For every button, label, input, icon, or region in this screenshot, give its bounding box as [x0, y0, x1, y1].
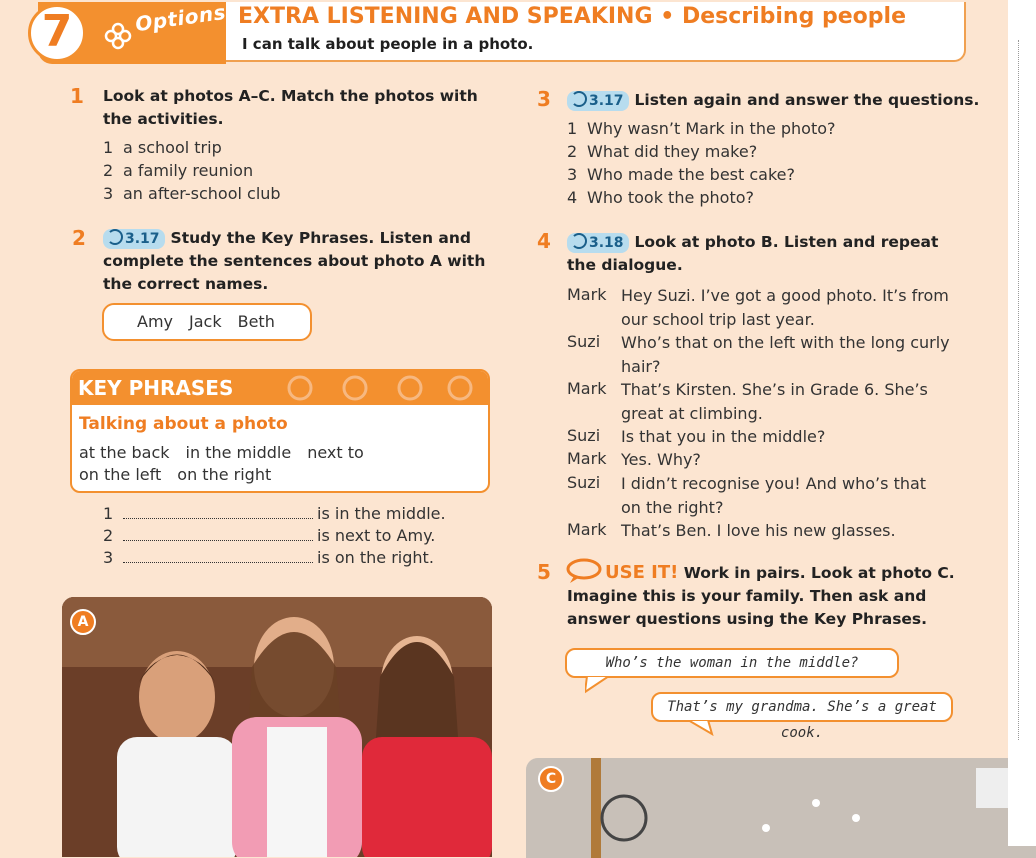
audio-icon [571, 233, 587, 249]
list-item [103, 138, 222, 157]
key-phrases-heading: KEY PHRASES [72, 371, 490, 405]
list-item [103, 184, 281, 203]
item-text: is next to Amy. [317, 526, 436, 545]
exercise-2-number: 2 [72, 226, 86, 250]
exercise-5-instruction [567, 561, 962, 631]
speech-bubble-tail [688, 720, 718, 736]
audio-track-number: 3.17 [125, 231, 160, 247]
exercise-4-number: 4 [537, 229, 551, 253]
photo-c-illustration [526, 758, 1036, 858]
exercise-4-instruction [567, 231, 962, 277]
key-phrases-box [70, 369, 490, 493]
options-label: Options [133, 0, 228, 37]
item-text: Why wasn’t Mark in the photo? [587, 119, 836, 138]
item-text: What did they make? [587, 142, 758, 161]
exercise-3-number: 3 [537, 87, 551, 111]
dialogue-line: Yes. Why? [621, 450, 701, 469]
audio-icon [107, 229, 123, 245]
phrase-row [79, 465, 287, 484]
phrase: on the right [177, 465, 272, 484]
speech-bubble-answer: That’s my grandma. She’s a great cook. [651, 692, 953, 722]
item-number: 1 [567, 119, 578, 138]
dialogue-line: Who’s that on the left with the long curly hair? [621, 333, 950, 376]
photo-c [526, 758, 1036, 858]
decorative-swirl-icon [260, 373, 480, 403]
speech-bubble-question: Who’s the woman in the middle? [565, 648, 899, 678]
dialogue-line: That’s Kirsten. She’s in Grade 6. She’s great at climbing. [621, 380, 928, 423]
speaker-name: Mark [567, 449, 607, 468]
dialogue-line: Is that you in the middle? [621, 427, 826, 446]
item-text: a family reunion [123, 161, 254, 180]
instruction-text: Study the Key Phrases. Listen and complete the sentences about photo A with the correct names. [103, 229, 486, 293]
dialogue-line: That’s Ben. I love his new glasses. [621, 521, 896, 540]
item-number: 1 [103, 138, 114, 157]
answer-blank[interactable] [123, 528, 313, 541]
list-item [567, 119, 836, 138]
item-number: 2 [567, 142, 578, 161]
audio-track-button[interactable] [567, 233, 629, 253]
phrase: next to [307, 443, 364, 462]
title-bullet: • [660, 4, 675, 29]
photo-a [62, 597, 492, 857]
phrase: at the back [79, 443, 170, 462]
scrollbar-track [1018, 40, 1025, 740]
item-text: is on the right. [317, 548, 434, 567]
name-word: Jack [189, 312, 222, 331]
use-it-label: USE IT! [605, 562, 679, 583]
list-item [103, 161, 253, 180]
item-text: Who took the photo? [587, 188, 755, 207]
speaker-name: Suzi [567, 473, 601, 492]
name-word: Beth [237, 312, 275, 331]
name-word: Amy [137, 312, 173, 331]
item-number: 3 [103, 548, 114, 567]
speaker-name: Suzi [567, 332, 601, 351]
item-number: 3 [103, 184, 114, 203]
audio-icon [571, 91, 587, 107]
unit-number: 7 [28, 4, 86, 62]
key-phrases-subheading: Talking about a photo [79, 414, 288, 434]
photo-a-label: A [70, 609, 96, 635]
speaker-name: Mark [567, 520, 607, 539]
item-text: Who made the best cake? [587, 165, 795, 184]
audio-track-button[interactable] [103, 229, 165, 249]
list-item [567, 188, 754, 207]
sentence-item [103, 504, 446, 523]
item-number: 2 [103, 161, 114, 180]
options-flower-icon [104, 22, 132, 50]
sentence-item [103, 526, 435, 545]
speaker-name: Mark [567, 379, 607, 398]
item-text: a school trip [123, 138, 222, 157]
page-subtitle: I can talk about people in a photo. [242, 35, 534, 53]
page-title [238, 4, 906, 29]
sentence-item [103, 548, 434, 567]
answer-blank[interactable] [123, 506, 313, 519]
speaker-name: Suzi [567, 426, 601, 445]
speaker-name: Mark [567, 285, 607, 304]
item-number: 1 [103, 504, 114, 523]
phrase: on the left [79, 465, 162, 484]
list-item [567, 165, 795, 184]
audio-track-number: 3.18 [589, 235, 624, 251]
phrase-row [79, 443, 380, 462]
answer-blank[interactable] [123, 550, 313, 563]
exercise-5-number: 5 [537, 560, 551, 584]
scrollbar[interactable] [1008, 0, 1036, 846]
instruction-text: Listen again and answer the questions. [634, 91, 980, 109]
title-sub: Describing people [681, 4, 906, 29]
photo-c-label: C [538, 766, 564, 792]
exercise-3-instruction [567, 89, 997, 112]
exercise-1-number: 1 [70, 84, 84, 108]
phrase: in the middle [185, 443, 292, 462]
exercise-1-instruction: Look at photos A–C. Match the photos with the activities. [103, 87, 478, 128]
item-number: 2 [103, 526, 114, 545]
instruction-text: Look at photo B. Listen and repeat the dialogue. [567, 233, 939, 274]
item-text: an after-school club [123, 184, 281, 203]
list-item [567, 142, 757, 161]
name-word-box [102, 303, 312, 341]
instruction-text: Work in pairs. Look at photo C. Imagine this is your family. Then ask and answer questions using the Key Phrases. [567, 564, 955, 628]
speech-bubble-tail [585, 676, 615, 694]
dialogue-line: Hey Suzi. I’ve got a good photo. It’s from our school trip last year. [621, 286, 949, 329]
item-number: 3 [567, 165, 578, 184]
photo-a-illustration [62, 597, 492, 857]
item-number: 4 [567, 188, 578, 207]
audio-track-number: 3.17 [589, 93, 624, 109]
item-text: is in the middle. [317, 504, 446, 523]
title-main: EXTRA LISTENING AND SPEAKING [238, 4, 653, 29]
dialogue-line: I didn’t recognise you! And who’s that on the right? [621, 474, 927, 517]
exercise-2-instruction [103, 227, 493, 296]
audio-track-button[interactable] [567, 91, 629, 111]
